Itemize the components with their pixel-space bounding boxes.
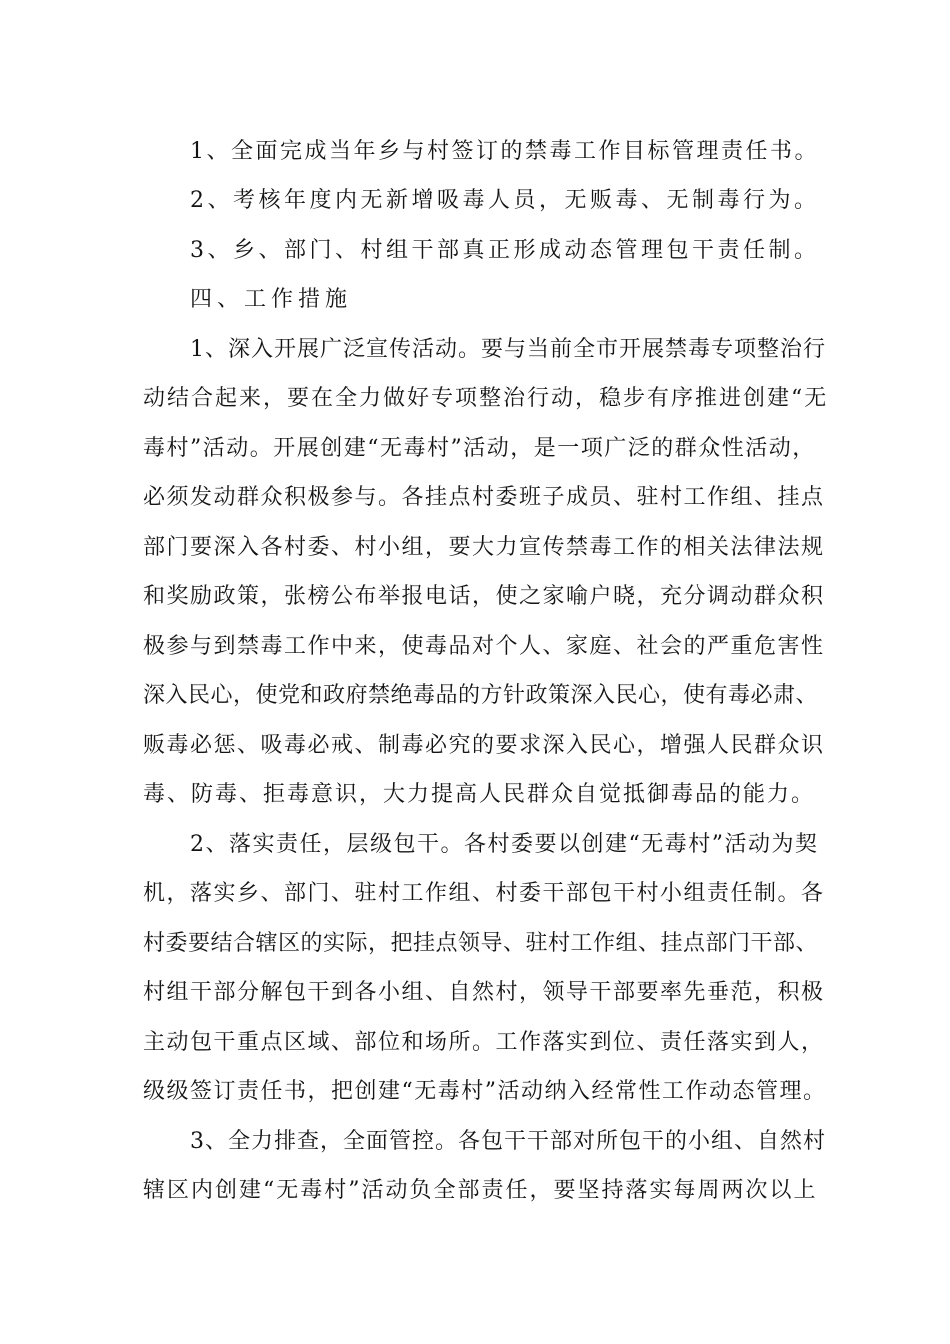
measure-3-line: 3、全力排查，全面管控。各包干干部对所包干的小组、自然村 — [190, 1129, 826, 1154]
measure-2-line: 2、落实责任，层级包干。各村委要以创建“无毒村”活动为契 — [190, 832, 819, 857]
goal-item: 2、考核年度内无新增吸毒人员，无贩毒、无制毒行为。 — [190, 188, 820, 213]
measure-1-line: 极参与到禁毒工作中来，使毒品对个人、家庭、社会的严重危害性 — [143, 634, 825, 659]
measure-1-line: 和奖励政策，张榜公布举报电话，使之家喻户晓，充分调动群众积 — [143, 584, 825, 609]
measure-1-line: 毒村”活动。开展创建“无毒村”活动，是一项广泛的群众性活动， — [143, 436, 816, 461]
measure-2-line: 村组干部分解包干到各小组、自然村，领导干部要率先垂范，积极 — [143, 980, 825, 1005]
measure-1-line: 贩毒必惩、吸毒必戒、制毒必究的要求深入民心，增强人民群众识 — [143, 733, 825, 758]
measure-2-line: 级级签订责任书，把创建“无毒村”活动纳入经常性工作动态管理。 — [143, 1079, 827, 1104]
measure-1-line: 动结合起来，要在全力做好专项整治行动，稳步有序推进创建“无 — [143, 386, 829, 411]
goal-item: 1、全面完成当年乡与村签订的禁毒工作目标管理责任书。 — [190, 139, 819, 164]
measure-2-line: 村委要结合辖区的实际，把挂点领导、驻村工作组、挂点部门干部、 — [143, 931, 819, 956]
measure-1-line: 深入民心，使党和政府禁绝毒品的方针政策深入民心，使有毒必肃、 — [143, 683, 819, 708]
measure-2-line: 机，落实乡、部门、驻村工作组、村委干部包干村小组责任制。各 — [143, 881, 825, 906]
measure-2-line: 主动包干重点区域、部位和场所。工作落实到位、责任落实到人， — [143, 1030, 825, 1055]
goal-item: 3、乡、部门、村组干部真正形成动态管理包干责任制。 — [190, 238, 820, 263]
measure-1-line: 毒、防毒、拒毒意识，大力提高人民群众自觉抵御毒品的能力。 — [143, 782, 816, 807]
section-heading: 四、工作措施 — [190, 287, 353, 312]
measure-1-line: 必须发动群众积极参与。各挂点村委班子成员、驻村工作组、挂点 — [143, 485, 825, 510]
measure-3-line: 辖区内创建“无毒村”活动负全部责任，要坚持落实每周两次以上 — [143, 1178, 818, 1203]
measure-1-line: 1、深入开展广泛宣传活动。要与当前全市开展禁毒专项整治行 — [190, 337, 826, 362]
measure-1-line: 部门要深入各村委、村小组，要大力宣传禁毒工作的相关法律法规 — [143, 535, 825, 560]
